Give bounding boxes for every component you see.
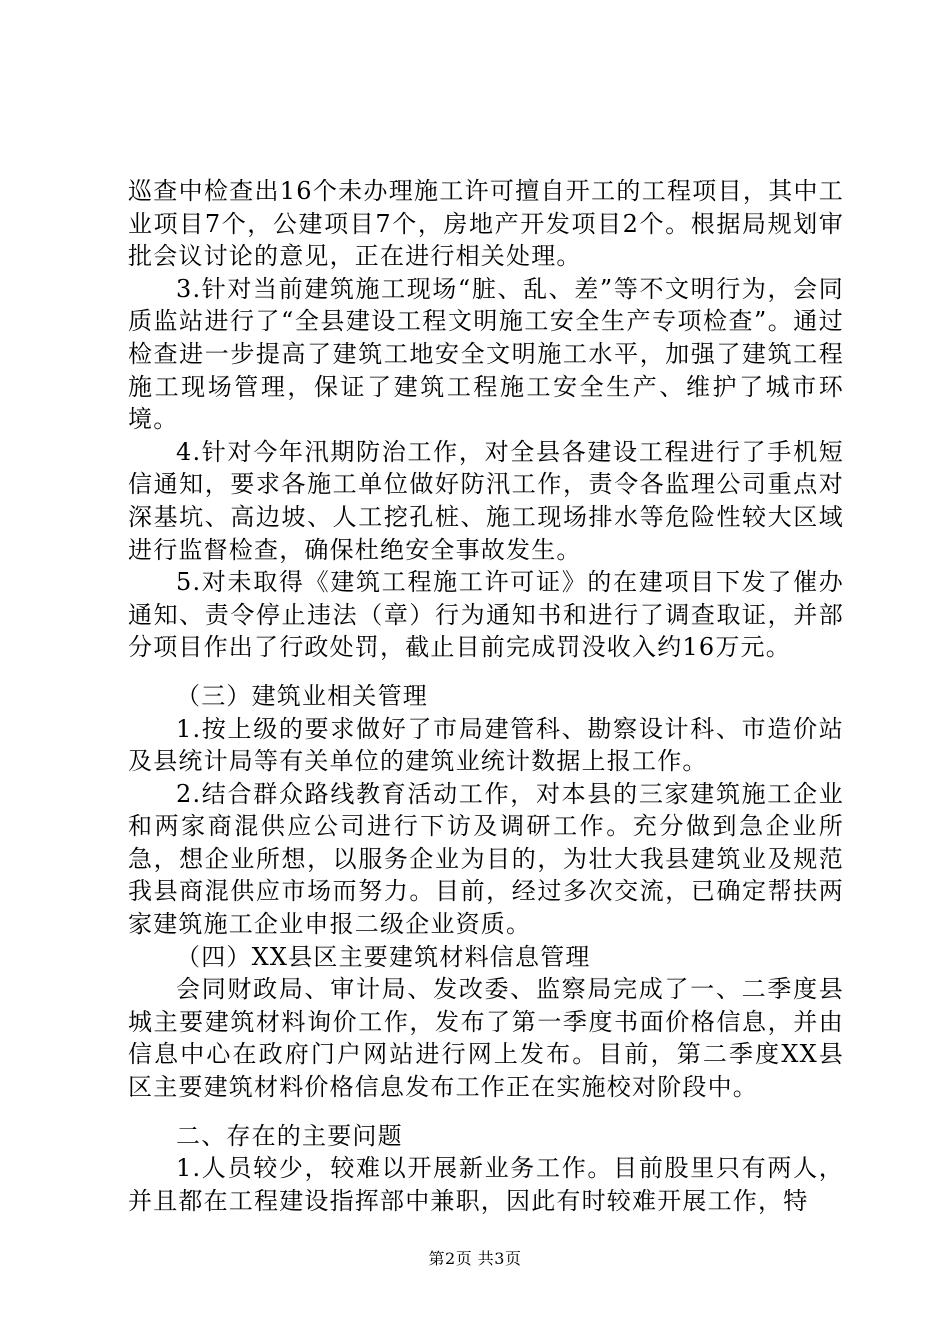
document-body <box>128 175 844 1217</box>
paragraph-section4-body: 会同财政局、审计局、发改委、监察局完成了一、二季度县城主要建筑材料询价工作，发布了第一季度书面价格信息，并由信息中心在政府门户网站进行网上发布。目前，第二季度XX县区主要建筑材料价格信息发布工作正在实施校对阶段中。 <box>128 975 844 1102</box>
paragraph-section3-item-2: 2.结合群众路线教育活动工作，对本县的三家建筑施工企业和两家商混供应公司进行下访及调研工作。充分做到急企业所急，想企业所想，以服务企业为目的，为壮大我县建筑业及规范我县商混供应市场而努力。目前，经过多次交流，已确定帮扶两家建筑施工企业申报二级企业资质。 <box>128 779 844 939</box>
paragraph-gap <box>128 664 844 680</box>
section-heading-problems: 二、存在的主要问题 <box>176 1121 403 1150</box>
paragraph-continuation: 巡查中检查出16个未办理施工许可擅自开工的工程项目，其中工业项目7个，公建项目7个，房地产开发项目2个。根据局规划审批会议讨论的意见，正在进行相关处理。 <box>128 177 844 271</box>
section-heading-3: （三）建筑业相关管理 <box>176 681 428 710</box>
paragraph-section3-item-1: 1.按上级的要求做好了市局建管科、勘察设计科、市造价站及县统计局等有关单位的建筑业统计数据上报工作。 <box>128 714 844 776</box>
paragraph-item-3: 3.针对当前建筑施工现场“脏、乱、差”等不文明行为，会同质监站进行了“全县建设工程文明施工安全生产专项检查”。通过检查进一步提高了建筑工地安全文明施工水平，加强了建筑工程施工现场管理，保证了建筑工程施工安全生产、维护了城市环境。 <box>128 274 844 434</box>
page-footer: 第2页 共3页 <box>428 1249 522 1268</box>
paragraph-gap <box>128 1104 844 1120</box>
paragraph-item-5: 5.对未取得《建筑工程施工许可证》的在建项目下发了催办通知、责令停止违法（章）行为通知书和进行了调查取证，并部分项目作出了行政处罚，截止目前完成罚没收入约16万元。 <box>128 568 844 662</box>
paragraph-item-4: 4.针对今年汛期防治工作，对全县各建设工程进行了手机短信通知，要求各施工单位做好防汛工作，责令各监理公司重点对深基坑、高边坡、人工挖孔桩、施工现场排水等危险性较大区域进行监督检查，确保杜绝安全事故发生。 <box>128 437 844 564</box>
section-heading-4: （四）XX县区主要建筑材料信息管理 <box>176 942 591 971</box>
paragraph-problem-1: 1.人员较少，较难以开展新业务工作。目前股里只有两人，并且都在工程建设指挥部中兼职，因此有时较难开展工作，特 <box>128 1154 844 1215</box>
